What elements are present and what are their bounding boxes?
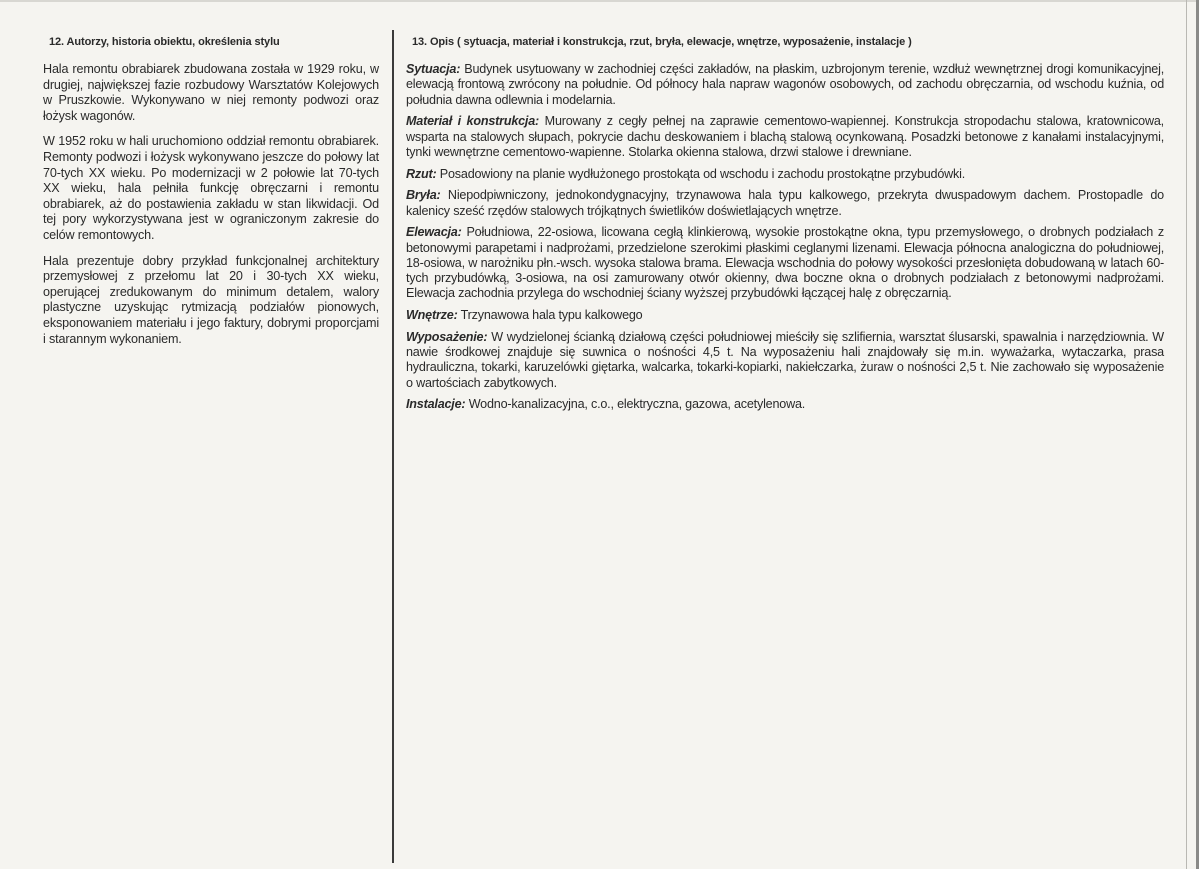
left-column bbox=[43, 36, 379, 357]
section-12-heading: 12. Autorzy, historia obiektu, określenia stylu bbox=[49, 36, 280, 48]
desc-label: Sytuacja: bbox=[406, 62, 461, 76]
desc-text: Budynek usytuowany w zachodniej części zakładów, na płaskim, uzbrojonym terenie, wzdłuż wewnętrznej drogi komunikacyjnej, elewacją frontową zwrócony na południe. Od północy hala napraw wagonów osobowych, od zachodu obręczarnia, od wschodu kuźnia, od południa dawna odlewnia i modelarnia. bbox=[406, 62, 1164, 107]
history-paragraph-3: Hala prezentuje dobry przykład funkcjonalnej architektury przemysłowej z przełomu lat 20 i 30-tych XX wieku, operującej zredukowanym do minimum detalem, walory plastyczne uzyskując rytmizacją podziałów pionowych, eksponowaniem materiału i jego faktury, dobrymi proporcjami i starannym wykonaniem. bbox=[43, 253, 379, 346]
desc-label: Materiał i konstrukcja: bbox=[406, 114, 540, 129]
section-13-heading: 13. Opis ( sytuacja, materiał i konstrukcja, rzut, bryła, elewacje, wnętrze, wyposażenie, instalacje ) bbox=[412, 36, 912, 48]
desc-label: Wyposażenie: bbox=[406, 329, 488, 344]
desc-text: Posadowiony na planie wydłużonego prostokąta od wschodu i zachodu prostokątne przybudówki. bbox=[436, 166, 966, 181]
desc-bryla bbox=[406, 188, 1164, 219]
history-paragraph-2: W 1952 roku w hali uruchomiono oddział remontu obrabiarek. Remonty podwozi i łożysk wykonywano jeszcze do połowy lat 70-tych XX wieku. Po modernizacji w 2 połowie lat 70-tych XX wieku, hala pełniła funkcję obręczarni i remontu obrabiarek, aż do postawienia zakładu w stan likwidacji. Od tej pory wykorzystywana jest w ograniczonym zakresie do celów remontowych. bbox=[43, 134, 379, 242]
desc-label: Instalacje: bbox=[406, 397, 466, 412]
desc-instalacje bbox=[406, 397, 1164, 412]
desc-sytuacja bbox=[406, 62, 1164, 108]
desc-wyposazenie bbox=[406, 330, 1164, 391]
desc-label: Rzut: bbox=[406, 166, 437, 181]
desc-text: Trzynawowa hala typu kalkowego bbox=[457, 308, 643, 323]
desc-material bbox=[406, 114, 1164, 160]
desc-text: Niepodpiwniczony, jednokondygnacyjny, trzynawowa hala typu kalkowego, przekryta dwuspadowym dachem. Prostopadle do kalenicy sześć rzędów stalowych trójkątnych świetlików doświetlających wnętrze. bbox=[406, 188, 1164, 218]
desc-elewacja bbox=[406, 225, 1164, 301]
right-column bbox=[406, 36, 1164, 419]
desc-text: W wydzielonej ścianką działową części południowej mieściły się szlifiernia, warsztat ślusarski, spawalnia i narzędziownia. W nawie środkowej znajduje się suwnica o nośności 4,5 t. Na wyposażeniu hali znajdowały się m.in. wyważarka, wytaczarka, prasa hydrauliczna, tokarki, karuzelówki giętarka, walcarka, tokarki-kopiarki, nakiełczarka, żuraw o nośności 2,5 t. Nie zachowało się wyposażenie o wartościach zabytkowych. bbox=[406, 329, 1164, 390]
history-paragraph-1: Hala remontu obrabiarek zbudowana została w 1929 roku, w drugiej, największej fazie rozbudowy Warsztatów Kolejowych w Pruszkowie. Wykonywano w niej remonty podwozi oraz łożysk wagonów. bbox=[43, 62, 379, 123]
desc-text: Południowa, 22-osiowa, licowana cegłą klinkierową, wysokie prostokątne okna, typu przemysłowego, o drobnych podziałach z betonowymi parapetami i nadprożami, przedzielone szerokimi płaskimi ceglanymi lizenami. Elewacja północna analogiczna do południowej, 18-osiowa, w narożniku płn.-wsch. wysoka stalowa brama. Elewacja wschodnia do połowy wysokości przesłonięta dobudowaną w latach 60-tych przybudówką, 3-osiowa, na osi zamurowany otwór okienny, dwa boczne okna o drobnych podziałach z betonowymi nadprożami. Elewacja zachodnia przylega do wschodniej ściany wyższej przybudówki łączącej halę z obręczarnią. bbox=[406, 225, 1164, 301]
desc-wnetrze bbox=[406, 308, 1164, 323]
desc-label: Bryła: bbox=[406, 188, 441, 203]
desc-rzut bbox=[406, 167, 1164, 182]
desc-label: Wnętrze: bbox=[406, 308, 458, 323]
desc-label: Elewacja: bbox=[406, 225, 462, 240]
column-divider bbox=[392, 30, 394, 863]
desc-text: Wodno-kanalizacyjna, c.o., elektryczna, gazowa, acetylenowa. bbox=[465, 397, 806, 412]
scan-edge bbox=[1186, 0, 1197, 869]
desc-text: Murowany z cegły pełnej na zaprawie cementowo-wapiennej. Konstrukcja stropodachu stalowa, kratownicowa, wsparta na stalowych słupach, pokrycie dachu deskowaniem i blachą stalową ocynkowaną. Posadzki betonowe z kanałami instalacyjnymi, tynki wewnętrzne cementowo-wapienne. Stolarka okienna stalowa, drzwi stalowe i drewniane. bbox=[406, 114, 1164, 159]
